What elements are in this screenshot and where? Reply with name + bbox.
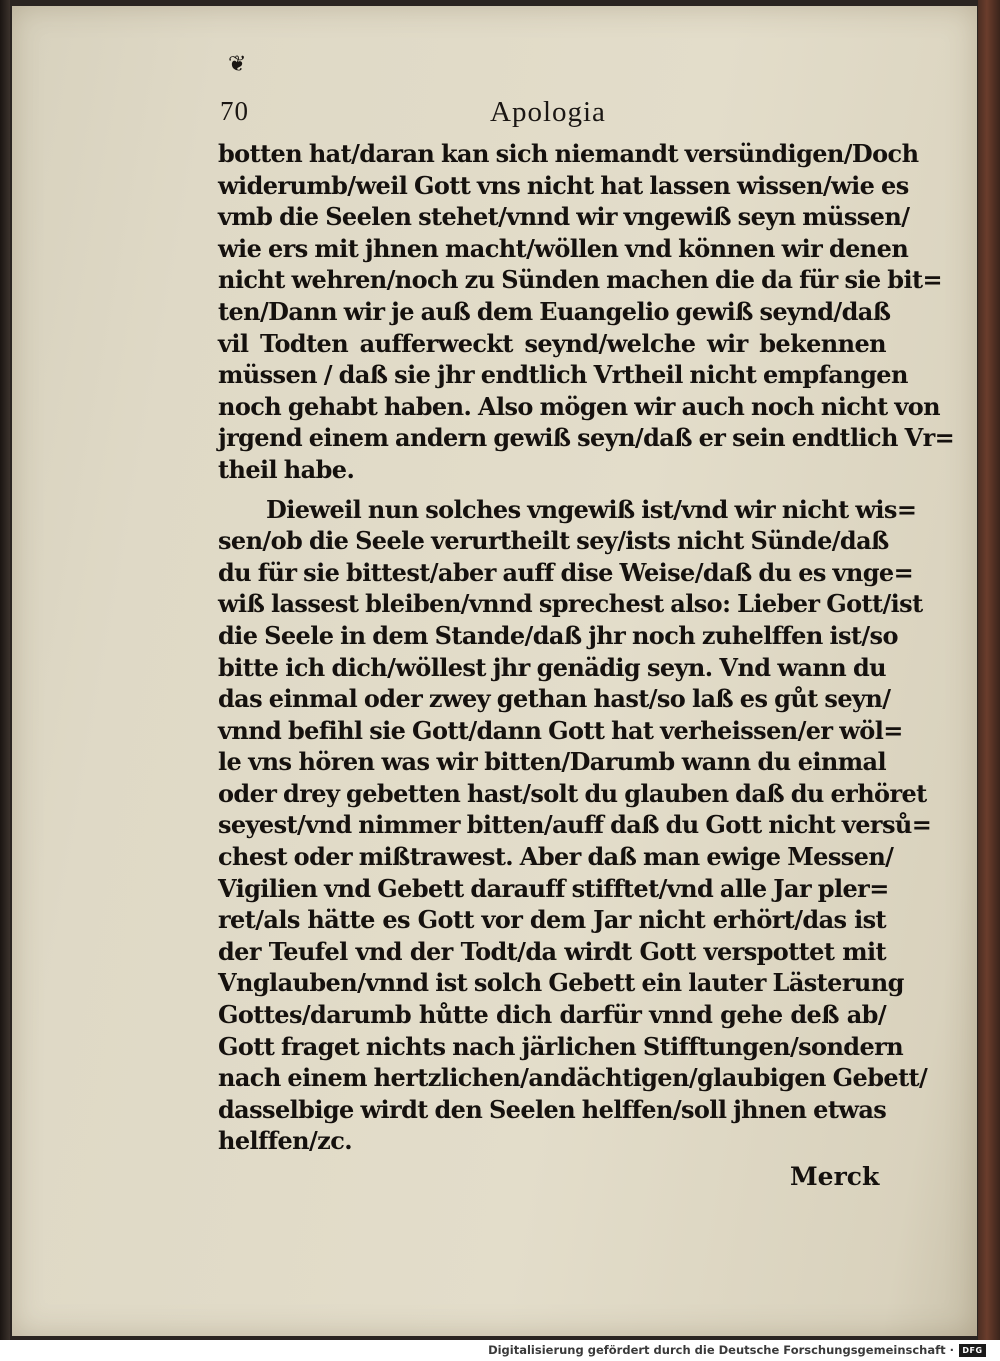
text-line: chest oder mißtrawest. Aber daß man ewige Messen/	[218, 842, 894, 872]
book-spine-edge	[978, 0, 1000, 1340]
paragraph-1	[218, 138, 955, 486]
text-line: sen/ob die Seele verurtheilt sey/ists nicht Sünde/daß	[218, 526, 889, 556]
running-head	[220, 96, 880, 136]
scan-left-edge	[0, 0, 10, 1340]
text-line: nicht wehren/noch zu Sünden machen die da für sie bit=	[218, 265, 942, 295]
text-line: vmb die Seelen stehet/vnnd wir vngewiß seyn müssen/	[218, 202, 910, 232]
text-line: jrgend einem andern gewiß seyn/daß er sein endtlich Vr=	[218, 423, 955, 453]
text-line: le vns hören was wir bitten/Darumb wann du einmal	[218, 747, 886, 777]
text-line: Gott fraget nichts nach järlichen Stifftungen/sondern	[218, 1031, 904, 1061]
text-line: helffen/zc.	[218, 1126, 352, 1156]
text-line: Dieweil nun solches vngewiß ist/vnd wir nicht wis=	[266, 494, 917, 524]
body-text	[218, 138, 955, 1157]
ornament-mark: ❦	[228, 52, 247, 77]
text-line: Vnglauben/vnnd ist solch Gebett ein lauter Lästerung	[218, 968, 904, 998]
text-line: die Seele in dem Stande/daß jhr noch zuhelffen ist/so	[218, 620, 898, 650]
text-line: widerumb/weil Gott vns nicht hat lassen wissen/wie es	[218, 170, 909, 200]
running-title: Apologia	[490, 96, 606, 128]
text-line: wiß lassest bleiben/vnnd sprechest also: Lieber Gott/ist	[218, 589, 923, 619]
text-line: Vigilien vnd Gebett darauff stifftet/vnd alle Jar pler=	[218, 873, 889, 903]
page-number: 70	[220, 96, 249, 126]
text-line: müssen / daß sie jhr endtlich Vrtheil nicht empfangen	[218, 360, 908, 390]
text-line: vnnd befihl sie Gott/dann Gott hat verheissen/er wöl=	[218, 715, 903, 745]
text-line: ret/als hätte es Gott vor dem Jar nicht erhört/das ist	[218, 905, 886, 935]
text-line: bitte ich dich/wöllest jhr genädig seyn. Vnd wann du	[218, 652, 886, 682]
text-line: theil habe.	[218, 454, 355, 484]
funding-credit: Digitalisierung gefördert durch die Deutsche Forschungsgemeinschaft ·	[488, 1343, 954, 1357]
text-line: das einmal oder zwey gethan hast/so laß es gůt seyn/	[218, 684, 891, 714]
text-line: oder drey gebetten hast/solt du glauben daß du erhöret	[218, 778, 927, 808]
text-line: der Teufel vnd der Todt/da wirdt Gott verspottet mit	[218, 936, 886, 966]
catchword: Merck	[790, 1162, 880, 1191]
text-line: nach einem hertzlichen/andächtigen/glaubigen Gebett/	[218, 1063, 928, 1093]
text-line: seyest/vnd nimmer bitten/auff daß du Gott nicht versů=	[218, 810, 932, 840]
text-line: ten/Dann wir je auß dem Euangelio gewiß seynd/daß	[218, 296, 891, 326]
text-line: wie ers mit jhnen macht/wöllen vnd können wir denen	[218, 233, 909, 263]
text-line: dasselbige wirdt den Seelen helffen/soll jhnen etwas	[218, 1094, 887, 1124]
dfg-logo-icon: DFG	[959, 1344, 986, 1357]
text-line: vil Todten aufferweckt seynd/welche wir bekennen	[218, 328, 886, 358]
text-line: du für sie bittest/aber auff dise Weise/daß du es vnge=	[218, 557, 914, 587]
paragraph-2	[218, 494, 932, 1157]
text-line: Gottes/darumb hůtte dich darfür vnnd gehe deß ab/	[218, 1000, 886, 1030]
text-line: botten hat/daran kan sich niemandt versündigen/Doch	[218, 139, 919, 168]
text-line: noch gehabt haben. Also mögen wir auch noch nicht von	[218, 391, 940, 421]
